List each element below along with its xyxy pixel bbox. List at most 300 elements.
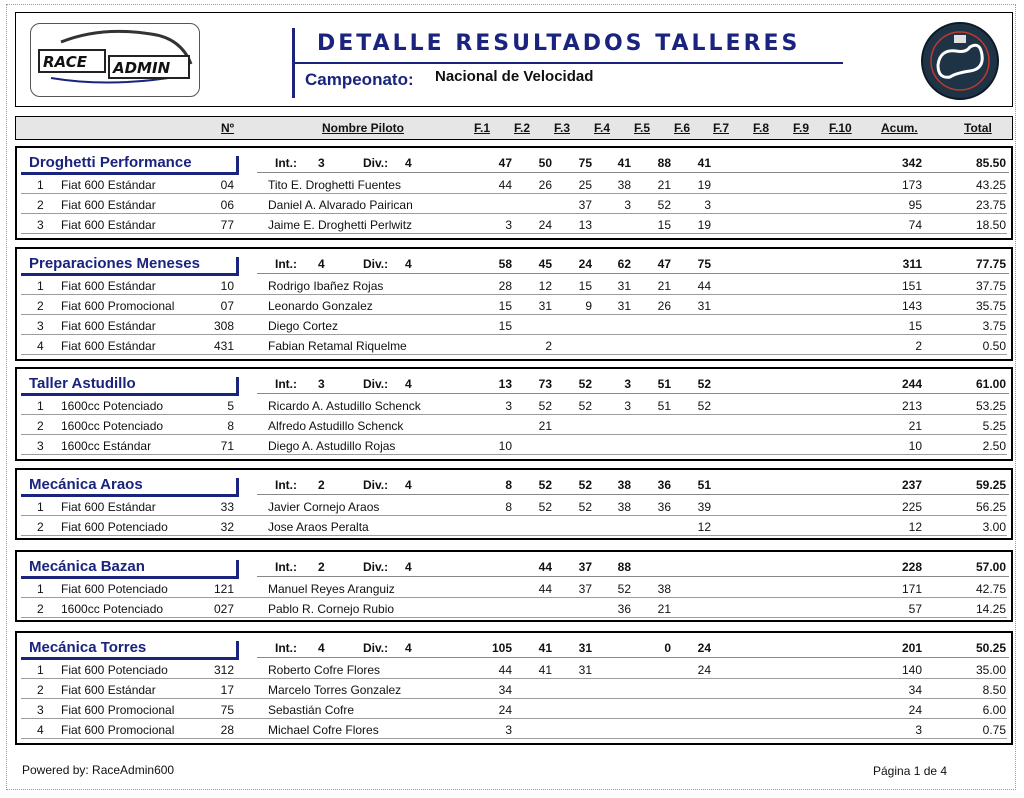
row-score-f3: 9 [585, 299, 592, 313]
group-summary-separator [257, 657, 1009, 658]
row-pilot-name: Diego A. Astudillo Rojas [268, 439, 396, 453]
group-summary-separator [257, 172, 1009, 173]
group-score-f1: 105 [491, 641, 512, 655]
row-pilot-name: Jose Araos Peralta [268, 520, 369, 534]
col-f8: F.8 [753, 121, 770, 135]
row-score-f2: 21 [538, 419, 552, 433]
group-summary-separator [257, 576, 1009, 577]
row-pilot-name: Tito E. Droghetti Fuentes [268, 178, 401, 192]
pilot-row [17, 296, 1011, 315]
div-label: Div.: [363, 257, 389, 271]
pilot-row [17, 680, 1011, 699]
row-acum: 10 [908, 439, 922, 453]
row-car-number: 75 [220, 703, 234, 717]
pilot-row [17, 720, 1011, 739]
row-score-f2: 24 [538, 218, 552, 232]
group-total: 85.50 [975, 156, 1006, 170]
row-category: Fiat 600 Estándar [61, 339, 156, 353]
row-score-f3: 13 [578, 218, 592, 232]
row-divider [21, 314, 1007, 315]
group-score-f6: 41 [697, 156, 711, 170]
pilot-row [17, 276, 1011, 295]
div-label: Div.: [363, 156, 389, 170]
row-acum: 225 [901, 500, 922, 514]
row-pilot-name: Marcelo Torres Gonzalez [268, 683, 402, 697]
div-label: Div.: [363, 377, 389, 391]
row-car-number: 5 [227, 399, 234, 413]
row-divider [21, 738, 1007, 739]
row-car-number: 431 [213, 339, 234, 353]
row-total: 42.75 [975, 582, 1006, 596]
row-score-f1: 24 [498, 703, 512, 717]
col-f5: F.5 [634, 121, 651, 135]
group-summary-separator [257, 273, 1009, 274]
col-f3: F.3 [554, 121, 571, 135]
row-acum: 3 [915, 723, 922, 737]
row-divider [21, 233, 1007, 234]
row-acum: 171 [901, 582, 922, 596]
workshop-name-bar [236, 156, 239, 175]
row-acum: 15 [908, 319, 922, 333]
row-score-f5: 26 [657, 299, 671, 313]
row-position: 3 [37, 319, 44, 333]
row-score-f5: 52 [657, 198, 671, 212]
pilot-row [17, 579, 1011, 598]
row-pilot-name: Leonardo Gonzalez [268, 299, 373, 313]
workshop-name: Droghetti Performance [29, 154, 192, 171]
row-category: Fiat 600 Estándar [61, 178, 156, 192]
row-total: 53.25 [975, 399, 1006, 413]
row-car-number: 312 [213, 663, 234, 677]
pilot-row [17, 416, 1011, 435]
row-car-number: 10 [220, 279, 234, 293]
workshop-group [15, 631, 1013, 745]
row-position: 1 [37, 663, 44, 677]
pilot-row [17, 316, 1011, 335]
row-score-f2: 26 [538, 178, 552, 192]
row-category: Fiat 600 Estándar [61, 198, 156, 212]
pilot-row [17, 497, 1011, 516]
row-pilot-name: Diego Cortez [268, 319, 339, 333]
row-car-number: 33 [220, 500, 234, 514]
workshop-group [15, 367, 1013, 461]
row-divider [21, 678, 1007, 679]
group-score-f3: 75 [578, 156, 592, 170]
row-score-f6: 19 [697, 218, 711, 232]
row-position: 4 [37, 723, 44, 737]
int-value: 4 [318, 641, 325, 655]
int-label: Int.: [275, 560, 297, 574]
workshop-name-bar [236, 478, 239, 497]
workshop-name-bar [236, 257, 239, 276]
int-value: 3 [318, 156, 325, 170]
group-score-f3: 37 [578, 560, 592, 574]
row-score-f2: 52 [538, 399, 552, 413]
row-category: Fiat 600 Estándar [61, 319, 156, 333]
row-acum: 173 [901, 178, 922, 192]
row-car-number: 71 [220, 439, 234, 453]
row-category: Fiat 600 Estándar [61, 683, 156, 697]
row-total: 43.25 [975, 178, 1006, 192]
row-car-number: 308 [213, 319, 234, 333]
row-score-f1: 8 [505, 500, 512, 514]
row-score-f1: 3 [505, 218, 512, 232]
row-score-f3: 15 [578, 279, 592, 293]
row-category: Fiat 600 Promocional [61, 723, 175, 737]
pilot-row [17, 700, 1011, 719]
row-car-number: 32 [220, 520, 234, 534]
pilot-row [17, 396, 1011, 415]
row-score-f2: 31 [538, 299, 552, 313]
group-score-f3: 52 [578, 377, 592, 391]
row-total: 56.25 [975, 500, 1006, 514]
championship-emblem-icon [920, 21, 1000, 101]
group-score-f1: 47 [498, 156, 512, 170]
row-score-f5: 21 [657, 602, 671, 616]
col-f6: F.6 [674, 121, 691, 135]
group-score-f5: 51 [657, 377, 671, 391]
group-score-f1: 13 [498, 377, 512, 391]
row-score-f3: 52 [578, 399, 592, 413]
row-car-number: 07 [220, 299, 234, 313]
row-total: 3.00 [982, 520, 1006, 534]
group-score-f5: 47 [657, 257, 671, 271]
row-score-f6: 24 [697, 663, 711, 677]
int-label: Int.: [275, 377, 297, 391]
int-label: Int.: [275, 641, 297, 655]
workshop-name: Taller Astudillo [29, 375, 136, 392]
row-category: Fiat 600 Estándar [61, 218, 156, 232]
row-score-f1: 28 [498, 279, 512, 293]
group-score-f4: 3 [624, 377, 631, 391]
row-category: 1600cc Estándar [61, 439, 152, 453]
int-value: 2 [318, 478, 325, 492]
row-pilot-name: Roberto Cofre Flores [268, 663, 381, 677]
workshop-name: Mecánica Torres [29, 639, 147, 656]
row-position: 1 [37, 279, 44, 293]
row-position: 1 [37, 178, 44, 192]
row-score-f5: 15 [657, 218, 671, 232]
row-category: Fiat 600 Potenciado [61, 663, 168, 677]
int-value: 3 [318, 377, 325, 391]
row-score-f3: 37 [578, 198, 592, 212]
row-score-f6: 12 [697, 520, 711, 534]
row-total: 8.50 [982, 683, 1006, 697]
group-score-f2: 50 [538, 156, 552, 170]
logo-text-admin: ADMIN [113, 59, 171, 77]
row-divider [21, 718, 1007, 719]
div-value: 4 [405, 560, 412, 574]
group-score-f6: 24 [697, 641, 711, 655]
row-car-number: 8 [227, 419, 234, 433]
group-score-f4: 38 [617, 478, 631, 492]
row-position: 3 [37, 439, 44, 453]
row-score-f6: 52 [697, 399, 711, 413]
group-score-f3: 52 [578, 478, 592, 492]
pilot-row [17, 599, 1011, 618]
row-score-f1: 44 [498, 663, 512, 677]
row-score-f1: 3 [505, 723, 512, 737]
row-total: 3.75 [982, 319, 1006, 333]
row-position: 2 [37, 419, 44, 433]
row-score-f2: 41 [538, 663, 552, 677]
row-acum: 213 [901, 399, 922, 413]
row-pilot-name: Javier Cornejo Araos [268, 500, 380, 514]
row-score-f5: 21 [657, 279, 671, 293]
row-acum: 34 [908, 683, 922, 697]
row-total: 35.75 [975, 299, 1006, 313]
workshop-group [15, 247, 1013, 361]
row-score-f1: 15 [498, 299, 512, 313]
row-position: 2 [37, 299, 44, 313]
row-car-number: 027 [213, 602, 234, 616]
group-acum: 237 [901, 478, 922, 492]
row-divider [21, 698, 1007, 699]
pilot-row [17, 175, 1011, 194]
pilot-row [17, 436, 1011, 455]
row-position: 2 [37, 520, 44, 534]
div-value: 4 [405, 641, 412, 655]
row-category: Fiat 600 Promocional [61, 299, 175, 313]
row-score-f1: 3 [505, 399, 512, 413]
row-divider [21, 515, 1007, 516]
col-f2: F.2 [514, 121, 531, 135]
pilot-row [17, 336, 1011, 355]
row-pilot-name: Pablo R. Cornejo Rubio [268, 602, 395, 616]
row-divider [21, 434, 1007, 435]
row-score-f1: 34 [498, 683, 512, 697]
workshop-group [15, 468, 1013, 540]
row-pilot-name: Rodrigo Ibañez Rojas [268, 279, 384, 293]
int-value: 4 [318, 257, 325, 271]
row-category: 1600cc Potenciado [61, 602, 164, 616]
row-divider [21, 213, 1007, 214]
group-score-f2: 45 [538, 257, 552, 271]
int-label: Int.: [275, 156, 297, 170]
logo-text-race: RACE [43, 53, 87, 71]
group-score-f2: 41 [538, 641, 552, 655]
group-score-f3: 31 [578, 641, 592, 655]
group-total: 59.25 [975, 478, 1006, 492]
group-acum: 311 [902, 257, 922, 271]
group-score-f1: 58 [498, 257, 512, 271]
row-divider [21, 617, 1007, 618]
row-pilot-name: Daniel A. Alvarado Pairican [268, 198, 413, 212]
report-title: DETALLE RESULTADOS TALLERES [317, 31, 801, 56]
group-score-f2: 52 [538, 478, 552, 492]
row-pilot-name: Manuel Reyes Aranguiz [268, 582, 395, 596]
row-divider [21, 454, 1007, 455]
row-acum: 21 [908, 419, 922, 433]
group-acum: 201 [901, 641, 922, 655]
championship-value: Nacional de Velocidad [435, 68, 594, 85]
workshop-name-bar [236, 641, 239, 660]
group-total: 77.75 [975, 257, 1006, 271]
row-score-f6: 39 [697, 500, 711, 514]
group-total: 50.25 [975, 641, 1006, 655]
row-position: 3 [37, 218, 44, 232]
div-value: 4 [405, 156, 412, 170]
row-score-f3: 52 [578, 500, 592, 514]
row-total: 14.25 [975, 602, 1006, 616]
row-car-number: 77 [220, 218, 234, 232]
row-score-f3: 25 [578, 178, 592, 192]
row-score-f1: 10 [498, 439, 512, 453]
row-score-f2: 12 [538, 279, 552, 293]
row-score-f4: 38 [617, 178, 631, 192]
group-score-f3: 24 [578, 257, 592, 271]
group-acum: 228 [901, 560, 922, 574]
row-category: Fiat 600 Estándar [61, 500, 156, 514]
div-value: 4 [405, 478, 412, 492]
row-pilot-name: Fabian Retamal Riquelme [268, 339, 407, 353]
row-divider [21, 193, 1007, 194]
row-acum: 24 [908, 703, 922, 717]
row-position: 1 [37, 500, 44, 514]
row-score-f4: 31 [617, 279, 631, 293]
row-divider [21, 334, 1007, 335]
row-score-f2: 52 [538, 500, 552, 514]
row-acum: 12 [908, 520, 922, 534]
row-total: 18.50 [975, 218, 1006, 232]
row-total: 35.00 [975, 663, 1006, 677]
row-car-number: 28 [220, 723, 234, 737]
group-score-f2: 44 [538, 560, 552, 574]
div-label: Div.: [363, 641, 389, 655]
group-score-f5: 88 [657, 156, 671, 170]
row-score-f4: 3 [624, 399, 631, 413]
div-label: Div.: [363, 560, 389, 574]
row-position: 4 [37, 339, 44, 353]
row-position: 1 [37, 582, 44, 596]
workshop-group [15, 146, 1013, 240]
row-score-f6: 3 [704, 198, 711, 212]
row-total: 37.75 [975, 279, 1006, 293]
row-score-f2: 44 [538, 582, 552, 596]
row-divider [21, 294, 1007, 295]
row-position: 3 [37, 703, 44, 717]
row-score-f2: 2 [545, 339, 552, 353]
row-position: 2 [37, 683, 44, 697]
row-score-f4: 36 [617, 602, 631, 616]
row-car-number: 17 [220, 683, 234, 697]
row-acum: 140 [901, 663, 922, 677]
row-score-f3: 31 [578, 663, 592, 677]
row-car-number: 121 [213, 582, 234, 596]
group-score-f5: 36 [657, 478, 671, 492]
row-divider [21, 597, 1007, 598]
row-car-number: 04 [220, 178, 234, 192]
row-score-f5: 38 [657, 582, 671, 596]
group-score-f1: 8 [505, 478, 512, 492]
col-total: Total [964, 121, 992, 135]
row-total: 5.25 [982, 419, 1006, 433]
row-score-f6: 44 [697, 279, 711, 293]
row-position: 2 [37, 602, 44, 616]
workshop-name-bar [236, 377, 239, 396]
row-position: 1 [37, 399, 44, 413]
row-acum: 2 [915, 339, 922, 353]
row-divider [21, 354, 1007, 355]
group-summary-separator [257, 393, 1009, 394]
col-f7: F.7 [713, 121, 730, 135]
workshop-group [15, 550, 1013, 622]
row-score-f5: 36 [657, 500, 671, 514]
row-pilot-name: Jaime E. Droghetti Perlwitz [268, 218, 413, 232]
row-position: 2 [37, 198, 44, 212]
row-pilot-name: Michael Cofre Flores [268, 723, 379, 737]
row-total: 23.75 [975, 198, 1006, 212]
row-score-f3: 37 [578, 582, 592, 596]
pilot-row [17, 195, 1011, 214]
row-category: 1600cc Potenciado [61, 419, 164, 433]
row-score-f4: 52 [617, 582, 631, 596]
col-pilot: Nombre Piloto [322, 121, 405, 135]
row-score-f1: 44 [498, 178, 512, 192]
group-score-f4: 41 [617, 156, 631, 170]
row-score-f4: 38 [617, 500, 631, 514]
div-value: 4 [405, 257, 412, 271]
col-acum: Acum. [881, 121, 918, 135]
col-num: Nº [221, 121, 235, 135]
row-pilot-name: Ricardo A. Astudillo Schenck [268, 399, 421, 413]
row-divider [21, 535, 1007, 536]
col-f9: F.9 [793, 121, 810, 135]
group-score-f6: 75 [697, 257, 711, 271]
row-category: Fiat 600 Potenciado [61, 582, 168, 596]
group-acum: 342 [901, 156, 922, 170]
pilot-row [17, 517, 1011, 536]
row-acum: 143 [901, 299, 922, 313]
row-total: 0.75 [982, 723, 1006, 737]
row-score-f5: 51 [657, 399, 671, 413]
report-header [15, 12, 1013, 107]
group-acum: 244 [901, 377, 922, 391]
row-category: Fiat 600 Promocional [61, 703, 175, 717]
row-score-f5: 21 [657, 178, 671, 192]
int-label: Int.: [275, 478, 297, 492]
row-category: Fiat 600 Estándar [61, 279, 156, 293]
row-score-f4: 3 [624, 198, 631, 212]
row-pilot-name: Alfredo Astudillo Schenck [268, 419, 404, 433]
workshop-name: Mecánica Araos [29, 476, 143, 493]
col-f10: F.10 [829, 121, 852, 135]
group-score-f4: 62 [617, 257, 631, 271]
race-admin-logo [30, 23, 200, 97]
group-score-f6: 51 [697, 478, 711, 492]
row-total: 0.50 [982, 339, 1006, 353]
row-score-f4: 31 [617, 299, 631, 313]
group-summary-separator [257, 494, 1009, 495]
row-total: 6.00 [982, 703, 1006, 717]
row-score-f1: 15 [498, 319, 512, 333]
row-pilot-name: Sebastián Cofre [268, 703, 355, 717]
int-value: 2 [318, 560, 325, 574]
row-score-f6: 19 [697, 178, 711, 192]
powered-by: Powered by: RaceAdmin600 [22, 763, 175, 777]
row-acum: 74 [908, 218, 922, 232]
workshop-name: Mecánica Bazan [29, 558, 145, 575]
col-f1: F.1 [474, 121, 491, 135]
row-car-number: 06 [220, 198, 234, 212]
div-label: Div.: [363, 478, 389, 492]
group-score-f4: 88 [617, 560, 631, 574]
div-value: 4 [405, 377, 412, 391]
row-category: 1600cc Potenciado [61, 399, 164, 413]
workshop-name: Preparaciones Meneses [29, 255, 200, 272]
row-score-f6: 31 [697, 299, 711, 313]
group-total: 61.00 [975, 377, 1006, 391]
